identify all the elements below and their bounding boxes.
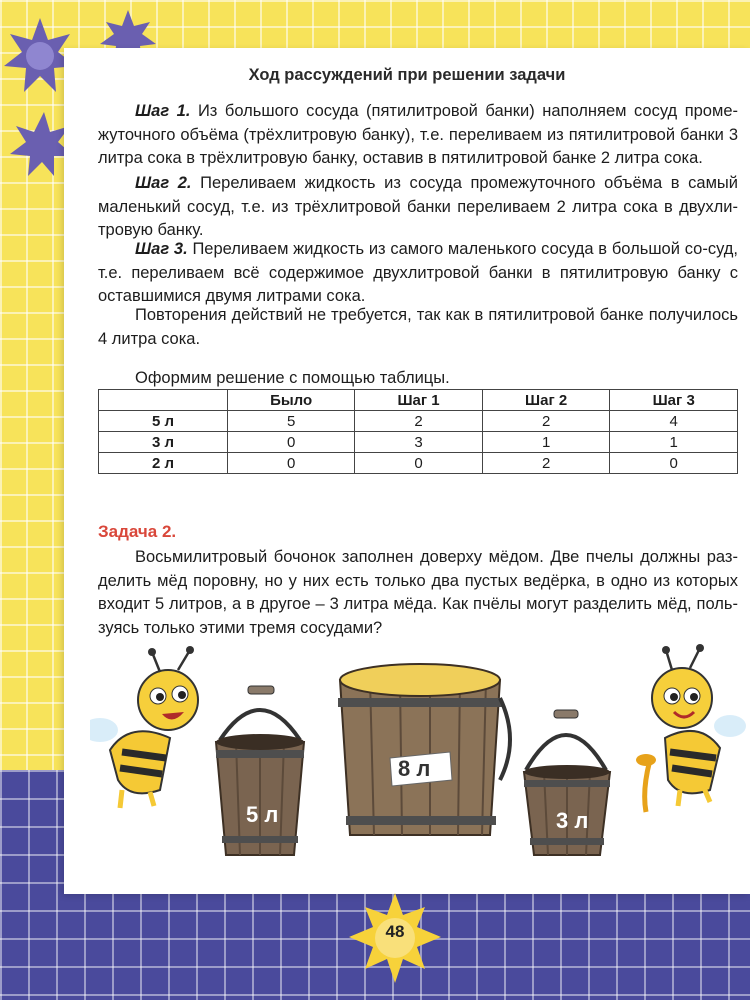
barrel-8l-label: 8 л bbox=[398, 756, 431, 781]
solution-table bbox=[98, 389, 738, 474]
table-row-label: 3 л bbox=[99, 432, 228, 453]
table-cell: 1 bbox=[482, 432, 610, 453]
bee-left-icon bbox=[90, 646, 198, 808]
table-cell: 4 bbox=[610, 411, 738, 432]
table-row-label: 5 л bbox=[99, 411, 228, 432]
table-row bbox=[99, 432, 738, 453]
table-cell: 5 bbox=[228, 411, 355, 432]
step-2-label: Шаг 2. bbox=[135, 174, 192, 192]
step-2-text: Переливаем жидкость из сосуда промежуточного объёма в самый маленький сосуд, т.е. из трёхлитровой банки переливаем 2 литра сока в двухли-тровую банку. bbox=[98, 174, 738, 239]
table-row bbox=[99, 411, 738, 432]
table-cell: 2 bbox=[482, 453, 610, 474]
task-2-text: Восьмилитровый бочонок заполнен доверху мёдом. Две пчелы должны раз-делить мёд поровну, но у них есть только два пустых ведёрка, в одно из которых входит 5 литров, а в другое – 3 литра мёда. Как пчёлы могут разделить мёд, поль-зуясь только этими тремя сосудами? bbox=[98, 548, 738, 637]
table-header-cell bbox=[99, 390, 228, 411]
table-cell: 1 bbox=[610, 432, 738, 453]
step-1-text: Из большого сосуда (пятилитровой банки) наполняем сосуд проме-жуточного объёма (трёхлитровую банку), т.е. переливаем из пятилитровой банки 3 литра сока в трёхлитровую банку, оставив в пятилитровой банке 2 литра сока. bbox=[98, 102, 738, 167]
illustration bbox=[90, 640, 750, 870]
bee-right-icon bbox=[636, 644, 746, 812]
table-cell: 2 bbox=[482, 411, 610, 432]
step-2-paragraph bbox=[98, 172, 738, 243]
table-header-row bbox=[99, 390, 738, 411]
table-header-cell: Было bbox=[228, 390, 355, 411]
table-header-cell: Шаг 1 bbox=[355, 390, 483, 411]
table-row-label: 2 л bbox=[99, 453, 228, 474]
step-1-paragraph bbox=[98, 100, 738, 171]
table-cell: 0 bbox=[610, 453, 738, 474]
table-cell: 3 bbox=[355, 432, 483, 453]
page-number: 48 bbox=[385, 922, 405, 941]
section-heading: Ход рассуждений при решении задачи bbox=[248, 66, 566, 84]
table-cell: 0 bbox=[355, 453, 483, 474]
step-3-text: Переливаем жидкость из самого маленького сосуда в большой со-суд, т.е. переливаем всё содержимое двухлитровой банки в пятилитровую банку с оставшимися двумя литрами сока. bbox=[98, 240, 738, 305]
bucket-5l-icon bbox=[216, 686, 304, 855]
step-3-paragraph bbox=[98, 238, 738, 309]
table-cell: 2 bbox=[355, 411, 483, 432]
task-2-title: Задача 2. bbox=[98, 522, 177, 541]
bucket-3l-label: 3 л bbox=[556, 808, 589, 833]
table-row bbox=[99, 453, 738, 474]
table-cell: 0 bbox=[228, 432, 355, 453]
conclusion-paragraph: Повторения действий не требуется, так как в пятилитровой банке получилось 4 литра сока. bbox=[98, 306, 738, 348]
table-header-cell: Шаг 3 bbox=[610, 390, 738, 411]
table-cell: 0 bbox=[228, 453, 355, 474]
table-intro: Оформим решение с помощью таблицы. bbox=[135, 369, 450, 387]
barrel-8l-icon bbox=[338, 664, 510, 835]
step-3-label: Шаг 3. bbox=[135, 240, 188, 258]
table-header-cell: Шаг 2 bbox=[482, 390, 610, 411]
step-1-label: Шаг 1. bbox=[135, 102, 191, 120]
bucket-5l-label: 5 л bbox=[246, 802, 279, 827]
